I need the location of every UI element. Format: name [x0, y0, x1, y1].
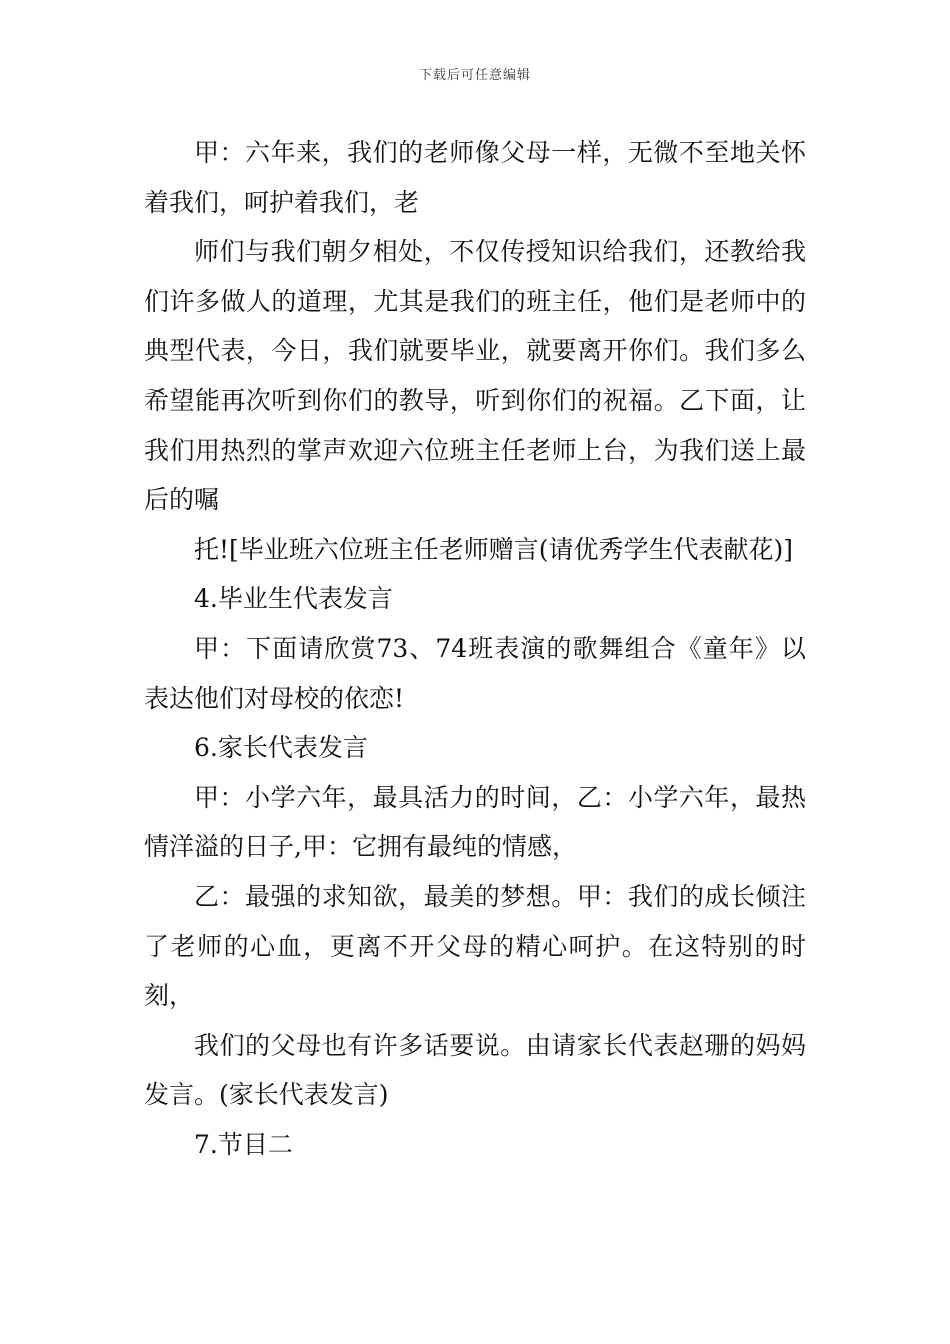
paragraph-9: 我们的父母也有许多话要说。由请家长代表赵珊的妈妈发言。(家长代表发言)	[144, 1030, 806, 1110]
header-note: 下载后可任意编辑	[418, 68, 531, 83]
paragraph-1: 甲：六年来，我们的老师像父母一样，无微不至地关怀着我们，呵护着我们，老	[144, 138, 806, 217]
paragraph-8: 乙：最强的求知欲，最美的梦想。甲：我们的成长倾注了老师的心血，更离不开父母的精心呵护。在这特别的时刻，	[144, 881, 806, 1011]
document-body	[144, 128, 806, 1169]
paragraph-3: 托![毕业班六位班主任老师赠言(请优秀学生代表献花)]	[194, 534, 794, 564]
section-heading-7: 7.节目二	[194, 1129, 293, 1159]
section-heading-4: 4.毕业生代表发言	[194, 584, 393, 614]
paragraph-7: 甲：小学六年，最具活力的时间，乙：小学六年，最热情洋溢的日子,甲：它拥有最纯的情感，	[144, 782, 806, 862]
section-heading-6: 6.家长代表发言	[194, 733, 368, 763]
paragraph-2: 师们与我们朝夕相处，不仅传授知识给我们，还教给我们许多做人的道理，尤其是我们的班主任，他们是老师中的典型代表，今日，我们就要毕业，就要离开你们。我们多么希望能再次听到你们的教导，听到你们的祝福。乙下面，让我们用热烈的掌声欢迎六位班主任老师上台，为我们送上最后的嘱	[144, 237, 806, 515]
paragraph-5: 甲：下面请欣赏73、74班表演的歌舞组合《童年》以表达他们对母校的依恋!	[144, 633, 806, 713]
